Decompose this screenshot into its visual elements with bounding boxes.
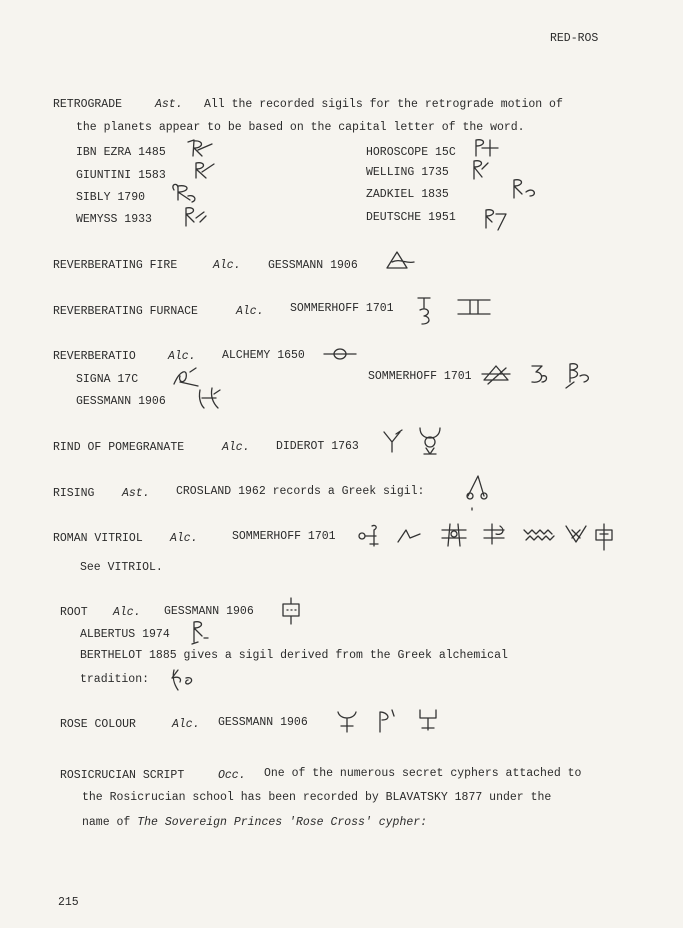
entry-term-roman-vitriol: ROMAN VITRIOL [53,532,143,545]
entry-term-rosicrucian: ROSICRUCIAN SCRIPT [60,769,185,782]
rose-colour-sigil-1-icon [334,708,360,734]
reverberating-furnace-sigil-1-icon [414,294,440,328]
reverberating-furnace-sigil-2-icon [454,296,494,318]
page-header-range: RED-ROS [550,32,599,45]
retrograde-sigil-giuntini-icon [192,160,222,182]
rosicrucian-line2: the Rosicrucian school has been recorded by BLAVATSKY 1877 under the [82,791,552,804]
entry-category-rosicrucian: Occ. [218,769,246,782]
source-deutsche: DEUTSCHE 1951 [366,211,456,224]
vitriol-sigil-2-icon [396,522,424,546]
rising-text: CROSLAND 1962 records a Greek sigil: [176,485,425,498]
source-sommerhoff-vitriol: SOMMERHOFF 1701 [232,530,336,543]
source-signa-17c: SIGNA 17C [76,373,139,386]
rose-colour-sigil-2-icon [374,708,400,734]
entry-term-retrograde: RETROGRADE [53,98,123,111]
rosicrucian-line3-prefix: name of [82,816,131,829]
entry-term-reverberatio: REVERBERATIO [53,350,136,363]
source-sommerhoff-reverberatio: SOMMERHOFF 1701 [368,370,472,383]
source-gessmann-fire: GESSMANN 1906 [268,259,358,272]
vitriol-sigil-4-icon [480,522,510,548]
entry-category-roman-vitriol: Alc. [170,532,198,545]
source-zadkiel: ZADKIEL 1835 [366,188,449,201]
entry-category-reverberating-fire: Alc. [213,259,241,272]
root-gessmann-sigil-icon [280,596,302,626]
source-sibly: SIBLY 1790 [76,191,146,204]
source-giuntini: GIUNTINI 1583 [76,169,166,182]
reverberating-fire-sigil-icon [384,248,418,274]
source-welling: WELLING 1735 [366,166,449,179]
source-alchemy-1650: ALCHEMY 1650 [222,349,305,362]
retrograde-sigil-ibn-ezra-icon [184,138,220,160]
reverberatio-sommerhoff-sigil-1-icon [480,362,512,388]
entry-category-rising: Ast. [122,487,150,500]
vitriol-sigil-5-icon [522,524,558,546]
see-vitriol: See VITRIOL. [80,561,163,574]
rising-greek-sigil-icon [464,472,490,512]
root-text-line2: tradition: [80,673,150,686]
entry-definition-line1: All the recorded sigils for the retrograde motion of [204,98,563,111]
entry-term-reverberating-fire: REVERBERATING FIRE [53,259,178,272]
retrograde-sigil-sibly-icon [168,180,204,206]
entry-term-rose-colour: ROSE COLOUR [60,718,136,731]
rosicrucian-line1: One of the numerous secret cyphers attached to [264,767,582,780]
retrograde-sigil-deutsche-icon [482,206,512,234]
source-sommerhoff-furnace: SOMMERHOFF 1701 [290,302,394,315]
entry-term-rind: RIND OF POMEGRANATE [53,441,185,454]
source-gessmann-reverberatio: GESSMANN 1906 [76,395,166,408]
retrograde-sigil-wemyss-icon [182,204,212,230]
entry-term-reverberating-furnace: REVERBERATING FURNACE [53,305,198,318]
source-albertus: ALBERTUS 1974 [80,628,170,641]
rose-colour-sigil-3-icon [416,706,442,732]
entry-category-rind: Alc. [222,441,250,454]
source-wemyss: WEMYSS 1933 [76,213,152,226]
reverberatio-gessmann-sigil-icon [194,384,224,414]
reverberatio-sommerhoff-sigil-2-icon [528,362,550,388]
root-albertus-sigil-icon [188,618,214,648]
reverberatio-sommerhoff-sigil-3-icon [564,360,594,390]
entry-category-rose-colour: Alc. [172,718,200,731]
rind-sigil-1-icon [380,428,406,454]
reverberatio-alchemy-sigil-icon [322,346,358,362]
root-text-line1: BERTHELOT 1885 gives a sigil derived from the Greek alchemical [80,649,508,662]
vitriol-sigil-3-icon [440,522,470,548]
entry-category-reverberatio: Alc. [168,350,196,363]
entry-category-retrograde: Ast. [155,98,183,111]
entry-definition-line2: the planets appear to be based on the capital letter of the word. [76,121,525,134]
rosicrucian-line3 [82,816,427,829]
source-gessmann-rose: GESSMANN 1906 [218,716,308,729]
root-berthelot-sigil-icon [168,666,198,694]
entry-category-root: Alc. [113,606,141,619]
rosicrucian-cypher-title: The Sovereign Princes 'Rose Cross' cypher: [137,816,428,829]
retrograde-sigil-welling-icon [470,157,496,183]
source-gessmann-root: GESSMANN 1906 [164,605,254,618]
page-number: 215 [58,896,79,909]
retrograde-sigil-zadkiel-icon [510,176,544,202]
entry-category-reverberating-furnace: Alc. [236,305,264,318]
source-ibn-ezra: IBN EZRA 1485 [76,146,166,159]
entry-term-rising: RISING [53,487,95,500]
vitriol-sigil-7-icon [592,522,616,552]
source-diderot: DIDEROT 1763 [276,440,359,453]
vitriol-sigil-1-icon [356,520,386,550]
source-horoscope: HOROSCOPE 15C [366,146,456,159]
rind-sigil-2-icon [416,422,446,456]
entry-term-root: ROOT [60,606,88,619]
vitriol-sigil-6-icon [564,522,590,548]
